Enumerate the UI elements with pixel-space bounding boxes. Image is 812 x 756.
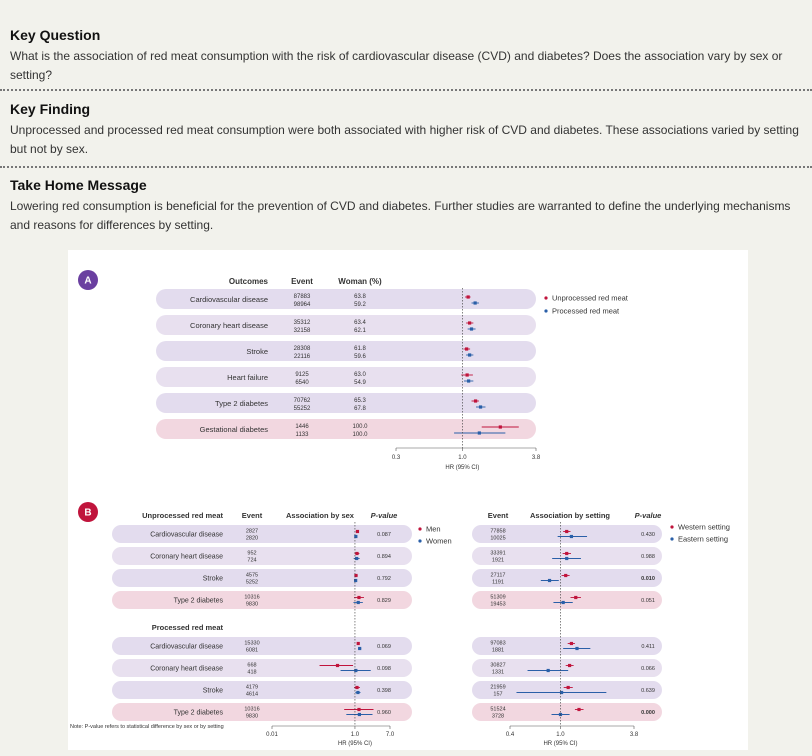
panel-b-row-event-sex: 724	[247, 557, 257, 564]
panel-b-row-event-sex: 9830	[245, 601, 259, 608]
panel-b-sex-row-pill	[112, 591, 412, 609]
panel-b-sex-x-tick-label: 7.0	[385, 732, 395, 738]
panel-a-row-event: 87883	[293, 294, 311, 300]
panel-a-row-woman: 100.0	[352, 432, 368, 438]
panel-b-sex-row-pill	[112, 681, 412, 699]
panel-a-header-event: Event	[291, 277, 313, 286]
panel-a-unprocessed-point	[468, 321, 471, 324]
panel-a-row-woman: 61.8	[354, 346, 366, 352]
panel-b-men-point	[336, 664, 339, 667]
panel-b-row-event-sex: 9830	[245, 713, 259, 720]
panel-b-row-event-sex: 4614	[245, 691, 259, 698]
panel-b-men-point	[356, 530, 359, 533]
panel-b-legend-women: Women	[426, 536, 452, 546]
panel-b-western-point	[570, 642, 573, 645]
panel-b-sex-row-pill	[112, 703, 412, 721]
panel-a-row-label: Type 2 diabetes	[215, 399, 268, 408]
panel-a-row-event: 98964	[293, 302, 311, 308]
panel-b-header-event-sex: Event	[241, 511, 263, 520]
panel-b-women-point	[357, 601, 360, 604]
panel-b-row-label: Stroke	[202, 575, 223, 583]
panel-b-header-group: Unprocessed red meat	[142, 511, 223, 520]
panel-b-row-event-setting: 51524	[490, 706, 506, 713]
forest-plot-svg	[68, 250, 748, 750]
panel-b-header-assoc-setting: Association by setting	[529, 511, 611, 520]
panel-a-row-pill	[156, 341, 536, 361]
panel-a-row-woman: 63.4	[354, 320, 366, 326]
panel-a-header-outcomes: Outcomes	[228, 277, 268, 286]
panel-a-row-event: 1446	[295, 424, 309, 430]
panel-a-row-woman: 59.2	[354, 302, 366, 308]
key-question-text: What is the association of red meat consumption with the risk of cardiovascular disease (CVD) and diabetes? Does the association vary by sex or setting?	[10, 49, 783, 82]
panel-a-row-woman: 67.8	[354, 406, 366, 412]
panel-b-row-label: Type 2 diabetes	[173, 709, 223, 717]
panel-a-legend-processed: Processed red meat	[552, 306, 620, 316]
panel-b-women-point	[354, 579, 357, 582]
panel-b-eastern-point	[575, 647, 578, 650]
panel-b-row-label: Coronary heart disease	[150, 553, 223, 561]
panel-b-men-point	[357, 642, 360, 645]
panel-a-unprocessed-point	[467, 295, 470, 298]
panel-b-row-p-sex: 0.792	[377, 576, 391, 582]
panel-b-row-event-sex: 6081	[245, 647, 259, 654]
panel-b-row-p-sex: 0.069	[377, 644, 391, 650]
panel-b-row-p-sex: 0.960	[377, 710, 391, 716]
panel-a-row-label: Cardiovascular disease	[190, 295, 268, 304]
panel-a-row-event: 28308	[293, 346, 311, 352]
panel-b-row-event-setting: 1881	[491, 647, 505, 654]
panel-a-processed-point	[470, 327, 473, 330]
panel-b-western-point	[564, 574, 567, 577]
panel-a-row-woman: 54.9	[354, 380, 366, 386]
panel-a-row-woman: 65.3	[354, 398, 366, 404]
panel-a-x-tick-label: 0.3	[391, 455, 401, 461]
key-finding-text: Unprocessed and processed red meat consumption were both associated with higher risk of CVD and diabetes. These associations varied by setting but not by sex.	[10, 123, 799, 156]
panel-a-processed-point	[468, 353, 471, 356]
panel-b-western-point	[574, 596, 577, 599]
panel-a-processed-point	[467, 379, 470, 382]
panel-a-row-label: Stroke	[246, 347, 268, 356]
panel-b-setting-x-tick-label: 3.8	[629, 732, 639, 738]
panel-a-row-woman: 100.0	[352, 424, 368, 430]
panel-b-row-event-setting: 1331	[491, 669, 505, 676]
panel-b-row-p-setting: 0.000	[641, 710, 655, 716]
panel-b-legend-eastern: Eastern setting	[678, 534, 729, 544]
panel-b-row-event-setting: 19453	[490, 601, 506, 608]
panel-a-row-event: 35312	[293, 320, 311, 326]
panel-b-row-event-setting: 157	[493, 691, 503, 698]
panel-b-row-p-setting: 0.988	[641, 554, 655, 560]
panel-b-row-p-sex: 0.087	[377, 532, 391, 538]
panel-a-processed-point	[479, 405, 482, 408]
panel-b-setting-x-axis-label: HR (95% CI)	[543, 741, 578, 747]
panel-a-row-label: Heart failure	[227, 373, 268, 382]
panel-b-row-p-setting: 0.430	[641, 532, 655, 538]
panel-b-header-assoc-sex: Association by sex	[286, 511, 354, 520]
panel-b-sex-x-tick-label: 0.01	[266, 732, 278, 738]
panel-b-note: Note: P-value refers to statistical difference by sex or by setting	[70, 724, 224, 730]
panel-a-legend-marker-unprocessed	[544, 296, 547, 299]
panel-a-row-event: 1133	[295, 432, 309, 438]
panel-b-row-event-sex: 2820	[245, 535, 259, 542]
panel-b-row-p-setting: 0.010	[641, 576, 655, 582]
panel-b-western-point	[565, 552, 568, 555]
panel-b-row-event-sex: 10316	[244, 706, 260, 713]
panel-b-row-event-setting: 51309	[490, 594, 506, 601]
panel-b-row-event-setting: 77858	[490, 528, 506, 535]
panel-a-row-event: 32158	[293, 328, 311, 334]
panel-a-legend-unprocessed: Unprocessed red meat	[552, 293, 628, 303]
panel-b-row-event-setting: 10025	[490, 535, 506, 542]
panel-a-processed-point	[478, 431, 481, 434]
panel-a-row-event: 70762	[293, 398, 311, 404]
panel-b-row-label: Type 2 diabetes	[173, 597, 223, 605]
key-finding-section	[0, 100, 812, 159]
panel-b-western-point	[577, 708, 580, 711]
panel-a-x-axis-label: HR (95% CI)	[445, 465, 480, 471]
take-home-heading: Take Home Message	[10, 177, 147, 193]
panel-b-legend-marker-eastern	[670, 537, 673, 540]
panel-b-legend-marker-western	[670, 525, 673, 528]
panel-b-header-event-setting: Event	[487, 511, 509, 520]
panel-a-row-woman: 63.0	[354, 372, 366, 378]
panel-b-row-p-setting: 0.051	[641, 598, 655, 604]
panel-b-row-p-sex: 0.398	[377, 688, 391, 694]
panel-b-row-event-setting: 21959	[490, 684, 506, 691]
panel-b-legend-marker-women	[418, 539, 421, 542]
panel-b-men-point	[355, 686, 358, 689]
forest-plot-figure	[68, 250, 748, 750]
panel-b-setting-x-tick-label: 1.0	[556, 732, 565, 738]
panel-a-row-event: 6540	[295, 380, 309, 386]
panel-b-row-event-sex: 10316	[244, 594, 260, 601]
panel-b-sex-x-tick-label: 1.0	[350, 732, 360, 738]
panel-a-row-label: Coronary heart disease	[190, 321, 268, 330]
panel-b-eastern-point	[570, 535, 573, 538]
divider	[0, 89, 812, 91]
panel-a-x-tick-label: 3.8	[531, 455, 541, 461]
panel-b-row-event-sex: 4179	[245, 684, 259, 691]
panel-a-row-label: Gestational diabetes	[199, 425, 268, 434]
panel-a-x-tick-label: 1.0	[458, 455, 467, 461]
panel-b-row-event-sex: 15330	[244, 640, 260, 647]
panel-b-row-label: Cardiovascular disease	[150, 643, 223, 651]
panel-a-row-woman: 63.8	[354, 294, 366, 300]
key-question-heading: Key Question	[10, 27, 101, 43]
panel-a-processed-point	[474, 301, 477, 304]
panel-b-header-p-sex: P-value	[370, 511, 398, 520]
take-home-section	[0, 176, 812, 235]
panel-b-row-event-sex: 668	[247, 662, 257, 669]
panel-b-row-label: Coronary heart disease	[150, 665, 223, 673]
panel-b-row-p-setting: 0.411	[641, 644, 655, 650]
panel-b-row-p-setting: 0.066	[641, 666, 655, 672]
panel-a-badge-label: A	[84, 275, 92, 287]
panel-a-row-woman: 62.1	[354, 328, 366, 334]
panel-b-row-p-sex: 0.894	[377, 554, 391, 560]
panel-a-row-pill	[156, 367, 536, 387]
panel-b-legend-marker-men	[418, 527, 421, 530]
panel-b-row-p-sex: 0.098	[377, 666, 391, 672]
panel-b-row-event-setting: 97083	[490, 640, 506, 647]
panel-a-unprocessed-point	[474, 399, 477, 402]
panel-b-legend-men: Men	[426, 524, 441, 534]
panel-b-western-point	[565, 530, 568, 533]
panel-a-legend-marker-processed	[544, 309, 547, 312]
panel-b-eastern-point	[547, 669, 550, 672]
panel-b-row-label: Cardiovascular disease	[150, 531, 223, 539]
panel-a-header-woman: Woman (%)	[338, 277, 382, 286]
panel-b-row-event-setting: 27117	[490, 572, 506, 579]
panel-a-row-woman: 59.6	[354, 354, 366, 360]
panel-b-sex-row-pill	[112, 569, 412, 587]
panel-a-row-pill	[156, 393, 536, 413]
panel-a-row-event: 22116	[293, 354, 311, 360]
panel-b-row-event-sex: 4575	[245, 572, 259, 579]
panel-b-row-event-setting: 30827	[490, 662, 506, 669]
panel-b-row-label: Stroke	[202, 687, 223, 695]
panel-a-unprocessed-point	[499, 425, 502, 428]
panel-b-women-point	[358, 647, 361, 650]
panel-b-group-title: Processed red meat	[151, 623, 223, 632]
panel-b-legend-western: Western setting	[678, 522, 730, 532]
panel-a-row-event: 9125	[295, 372, 309, 378]
panel-b-western-point	[568, 664, 571, 667]
panel-b-women-point	[355, 557, 358, 560]
panel-b-women-point	[358, 713, 361, 716]
take-home-text: Lowering red consumption is beneficial for the prevention of CVD and diabetes. Further studies are warranted to define the underlying mechanisms and reasons for differences by setting.	[10, 199, 791, 232]
panel-b-row-p-setting: 0.639	[641, 688, 655, 694]
panel-b-setting-x-tick-label: 0.4	[505, 732, 515, 738]
divider	[0, 166, 812, 168]
panel-b-men-point	[357, 596, 360, 599]
panel-b-header-p-setting: P-value	[634, 511, 662, 520]
panel-b-row-event-setting: 3728	[491, 713, 505, 720]
panel-b-western-point	[567, 686, 570, 689]
panel-b-eastern-point	[548, 579, 551, 582]
panel-b-men-point	[355, 552, 358, 555]
panel-b-row-p-sex: 0.829	[377, 598, 391, 604]
panel-b-men-point	[357, 708, 360, 711]
panel-b-row-event-setting: 1921	[491, 557, 505, 564]
panel-a-unprocessed-point	[465, 347, 468, 350]
panel-a-row-event: 55252	[293, 406, 311, 412]
panel-a-unprocessed-point	[466, 373, 469, 376]
panel-b-women-point	[356, 691, 359, 694]
panel-b-eastern-point	[562, 601, 565, 604]
panel-b-row-event-sex: 2827	[245, 528, 259, 535]
panel-b-row-event-setting: 33391	[490, 550, 506, 557]
key-finding-heading: Key Finding	[10, 101, 91, 117]
panel-b-row-event-sex: 418	[247, 669, 257, 676]
panel-b-row-event-sex: 952	[247, 550, 257, 557]
panel-b-row-event-sex: 5252	[245, 579, 259, 586]
panel-b-badge-label: B	[84, 507, 92, 519]
key-question-section	[0, 26, 812, 85]
panel-b-row-event-setting: 1191	[492, 579, 504, 586]
panel-b-sex-x-axis-label: HR (95% CI)	[337, 741, 372, 747]
panel-b-eastern-point	[565, 557, 568, 560]
